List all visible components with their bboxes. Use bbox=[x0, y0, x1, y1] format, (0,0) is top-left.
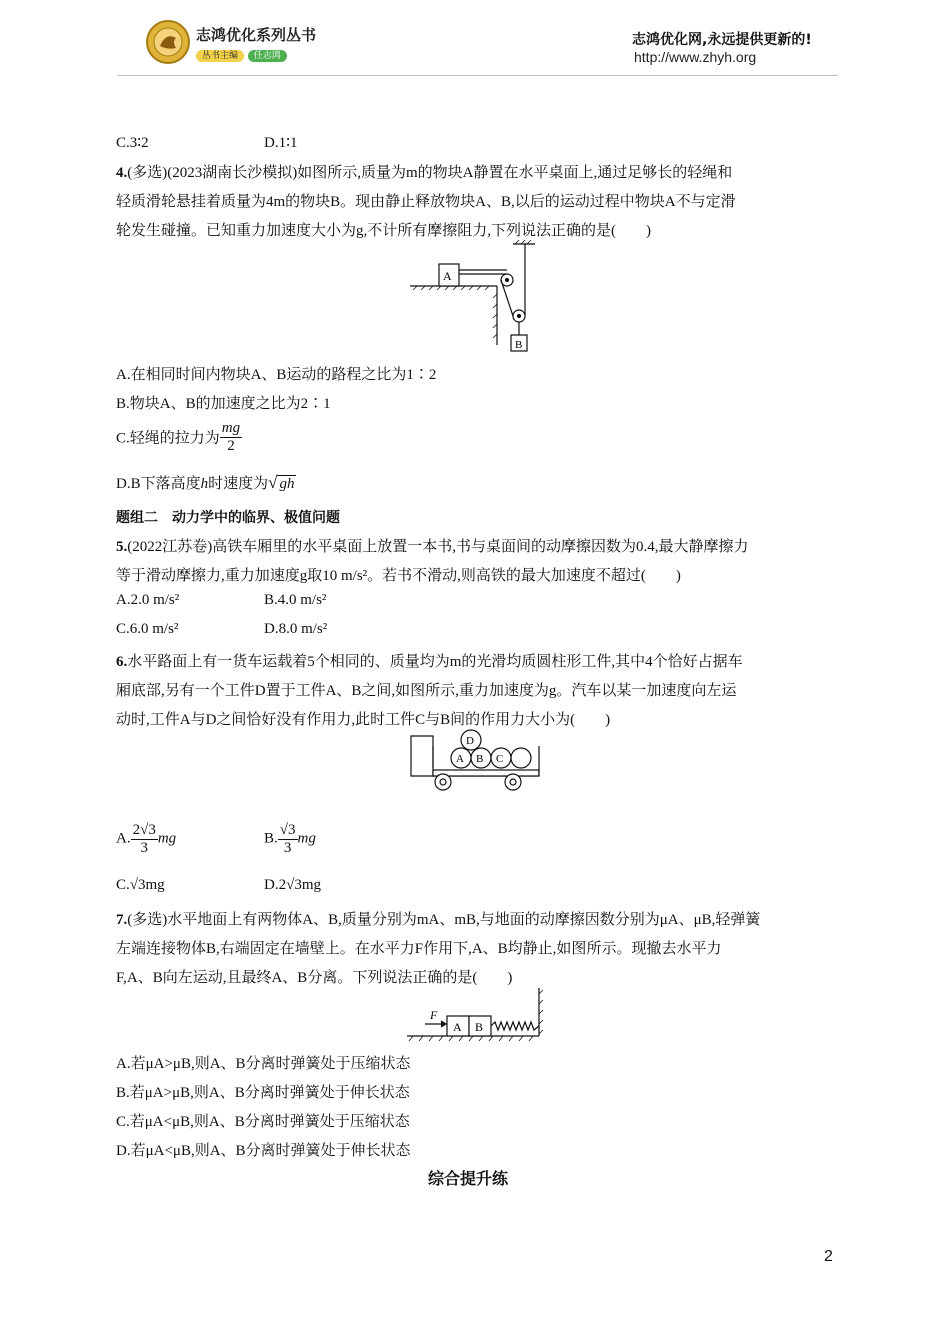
q6-fig-label-a: A bbox=[456, 753, 464, 765]
editor-pills bbox=[196, 46, 287, 63]
q3-option-d: D.1∶1 bbox=[264, 135, 298, 151]
q7-fig-label-a: A bbox=[453, 1020, 462, 1034]
q5-option-c: C.6.0 m/s² bbox=[116, 621, 179, 637]
q7-line1: 7.(多选)水平地面上有两物体A、B,质量分别为mA、mB,与地面的动摩擦因数分别为μA、μB,轻弹簧 bbox=[116, 912, 761, 928]
q6-option-c: C.√3mg bbox=[116, 877, 165, 893]
q4-number: 4. bbox=[116, 165, 128, 181]
q4-fig-label-b: B bbox=[515, 339, 523, 351]
section-title: 综合提升练 bbox=[428, 1169, 509, 1188]
q6-fig-label-b: B bbox=[476, 753, 484, 765]
q6-line3: 动时,工件A与D之间恰好没有作用力,此时工件C与B间的作用力大小为( ) bbox=[116, 712, 611, 728]
q7-spring-figure bbox=[405, 986, 545, 1044]
q5-number: 5. bbox=[116, 539, 128, 555]
q6-truck-figure bbox=[405, 728, 545, 794]
header-slogan: 志鸿优化网,永远提供更新的! bbox=[632, 32, 812, 48]
q4-option-d: D.B下落高度h时速度为√ gh bbox=[116, 473, 295, 492]
q5-line2: 等于滑动摩擦力,重力加速度g取10 m/s²。若书不滑动,则高铁的最大加速度不超过( ) bbox=[116, 568, 681, 584]
editor-label: 丛书主编 bbox=[196, 50, 244, 62]
q7-number: 7. bbox=[116, 912, 128, 928]
brand-logo-icon bbox=[146, 20, 190, 64]
editor-name: 任志鸿 bbox=[248, 50, 287, 62]
q3-option-c: C.3∶2 bbox=[116, 135, 149, 151]
q5-option-d: D.8.0 m/s² bbox=[264, 621, 328, 637]
header-url[interactable]: http://www.zhyh.org bbox=[634, 49, 757, 65]
q7-fig-label-f: F bbox=[430, 1008, 438, 1022]
q6-option-b: B. $\frac{√3}{3}$ mg bbox=[264, 822, 316, 856]
q4-fig-label-a: A bbox=[443, 269, 452, 283]
page-number: 2 bbox=[824, 1248, 833, 1265]
q6-line2: 厢底部,另有一个工件D置于工件A、B之间,如图所示,重力加速度为g。汽车以某一加速度向左运 bbox=[116, 683, 737, 699]
sqrt-icon: √ bbox=[268, 473, 278, 492]
q6-option-d: D.2√3mg bbox=[264, 877, 321, 893]
q5-option-a: A.2.0 m/s² bbox=[116, 592, 180, 608]
q4-figure bbox=[405, 240, 540, 355]
q4-option-b: B.物块A、B的加速度之比为2∶1 bbox=[116, 396, 331, 412]
q4-line2: 轻质滑轮悬挂着质量为4m的物块B。现由静止释放物块A、B,以后的运动过程中物块A不与定滑 bbox=[116, 194, 736, 210]
q4-line1: 4.(多选)(2023湖南长沙模拟)如图所示,质量为m的物块A静置在水平桌面上,通过足够长的轻绳和 bbox=[116, 165, 733, 181]
q4-c-numerator: mg bbox=[221, 420, 241, 436]
q7-option-d: D.若μA<μB,则A、B分离时弹簧处于伸长状态 bbox=[116, 1143, 411, 1159]
q4-line3: 轮发生碰撞。已知重力加速度大小为g,不计所有摩擦阻力,下列说法正确的是( ) bbox=[116, 223, 651, 239]
q5-line1: 5.(2022江苏卷)高铁车厢里的水平桌面上放置一本书,书与桌面间的动摩擦因数为0.4,最大静摩擦力 bbox=[116, 539, 749, 555]
q7-line2: 左端连接物体B,右端固定在墙壁上。在水平力F作用下,A、B均静止,如图所示。现撤去水平力 bbox=[116, 941, 722, 957]
q6-number: 6. bbox=[116, 654, 128, 670]
q5-option-b: B.4.0 m/s² bbox=[264, 592, 327, 608]
header-divider bbox=[118, 75, 838, 76]
q7-option-c: C.若μA<μB,则A、B分离时弹簧处于压缩状态 bbox=[116, 1114, 410, 1130]
q6-option-a: A. $\frac{2√3}{3}$ mg bbox=[116, 822, 177, 856]
q7-option-a: A.若μA>μB,则A、B分离时弹簧处于压缩状态 bbox=[116, 1056, 411, 1072]
brand-title: 志鸿优化系列丛书 bbox=[196, 26, 317, 44]
group2-heading: 题组二 动力学中的临界、极值问题 bbox=[116, 510, 340, 526]
q7-option-b: B.若μA>μB,则A、B分离时弹簧处于伸长状态 bbox=[116, 1085, 410, 1101]
q7-fig-label-b: B bbox=[475, 1020, 484, 1034]
q4-option-c: C.轻绳的拉力为 $\frac{mg}{2}$ bbox=[116, 420, 241, 454]
q6-fig-label-c: C bbox=[496, 753, 504, 765]
q7-line3: F,A、B向左运动,且最终A、B分离。下列说法正确的是( ) bbox=[116, 970, 513, 986]
q4-c-denominator: 2 bbox=[227, 437, 235, 454]
q6-fig-label-d: D bbox=[466, 735, 474, 747]
q6-line1: 6.水平路面上有一货车运载着5个相同的、质量均为m的光滑均质圆柱形工件,其中4个恰好占据车 bbox=[116, 654, 743, 670]
q4-option-a: A.在相同时间内物块A、B运动的路程之比为1∶2 bbox=[116, 367, 437, 383]
